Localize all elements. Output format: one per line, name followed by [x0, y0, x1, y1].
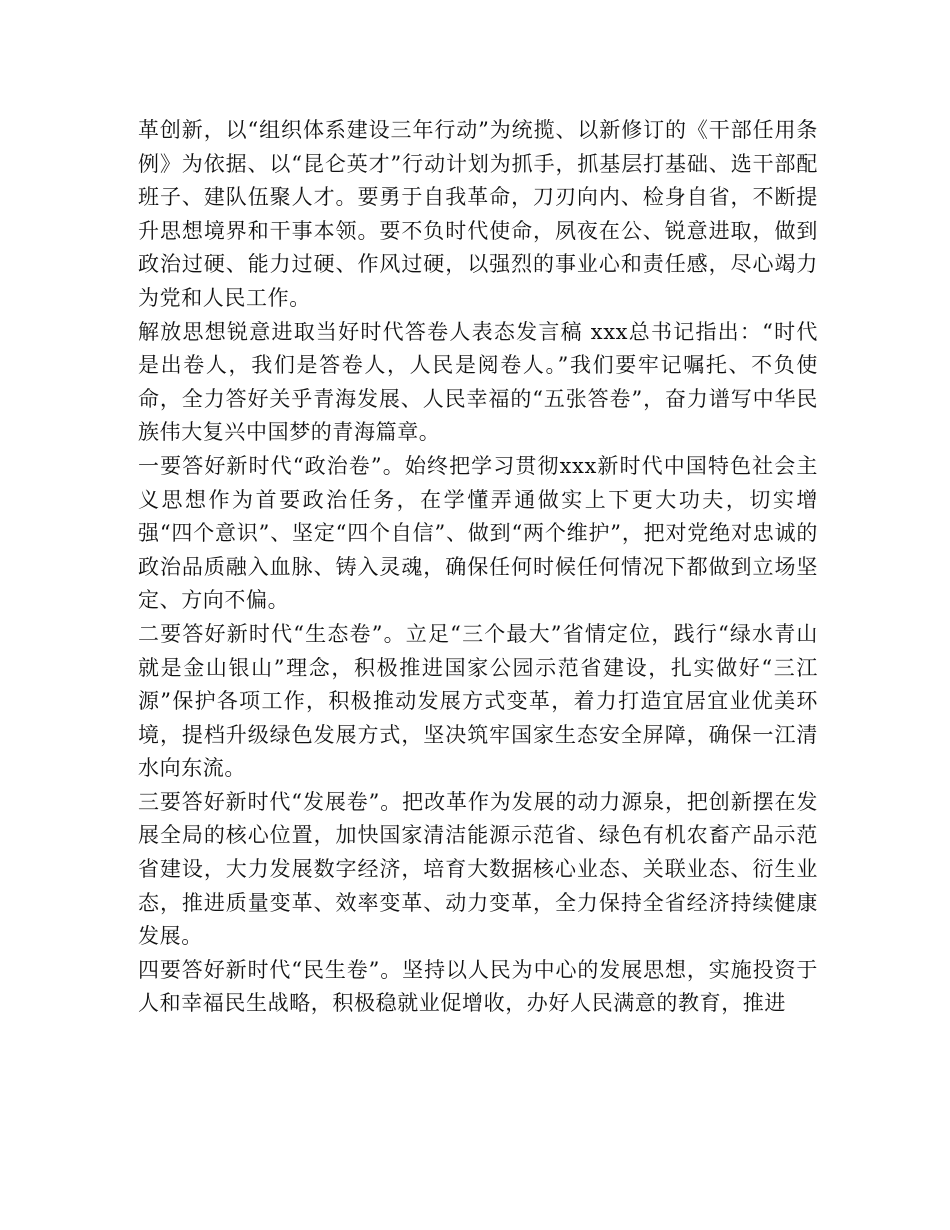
paragraph-intro: 解放思想锐意进取当好时代答卷人表态发言稿 xxx总书记指出：“时代是出卷人，我们是答卷人，人民是阅卷人。”我们要牢记嘱托、不负使命，全力答好关乎青海发展、人民幸福的“五张答卷”，奋力谱写中华民族伟大复兴中国梦的青海篇章。 — [138, 319, 818, 445]
document-body — [138, 114, 818, 1021]
paragraph-continuation: 革创新，以“组织体系建设三年行动”为统揽、以新修订的《干部任用条例》为依据、以“昆仑英才”行动计划为抓手，抓基层打基础、选干部配班子、建队伍聚人才。要勇于自我革命，刀刃向内、检身自省，不断提升思想境界和干事本领。要不负时代使命，夙夜在公、锐意进取，做到政治过硬、能力过硬、作风过硬，以强烈的事业心和责任感，尽心竭力为党和人民工作。 — [138, 118, 818, 310]
paragraph-livelihood: 四要答好新时代“民生卷”。坚持以人民为中心的发展思想，实施投资于人和幸福民生战略，积极稳就业促增收，办好人民满意的教育，推进 — [138, 957, 818, 1016]
paragraph-development: 三要答好新时代“发展卷”。把改革作为发展的动力源泉，把创新摆在发展全局的核心位置，加快国家清洁能源示范省、绿色有机农畜产品示范省建设，大力发展数字经济，培育大数据核心业态、关联业态、衍生业态，推进质量变革、效率变革、动力变革，全力保持全省经济持续健康发展。 — [138, 789, 818, 949]
paragraph-ecological: 二要答好新时代“生态卷”。立足“三个最大”省情定位，践行“绿水青山就是金山银山”理念，积极推进国家公园示范省建设，扎实做好“三江源”保护各项工作，积极推动发展方式变革，着力打造宜居宜业优美环境，提档升级绿色发展方式，坚决筑牢国家生态安全屏障，确保一江清水向东流。 — [138, 621, 818, 781]
paragraph-political: 一要答好新时代“政治卷”。始终把学习贯彻xxx新时代中国特色社会主义思想作为首要政治任务，在学懂弄通做实上下更大功夫，切实增强“四个意识”、坚定“四个自信”、做到“两个维护”，把对党绝对忠诚的政治品质融入血脉、铸入灵魂，确保任何时候任何情况下都做到立场坚定、方向不偏。 — [138, 453, 818, 613]
